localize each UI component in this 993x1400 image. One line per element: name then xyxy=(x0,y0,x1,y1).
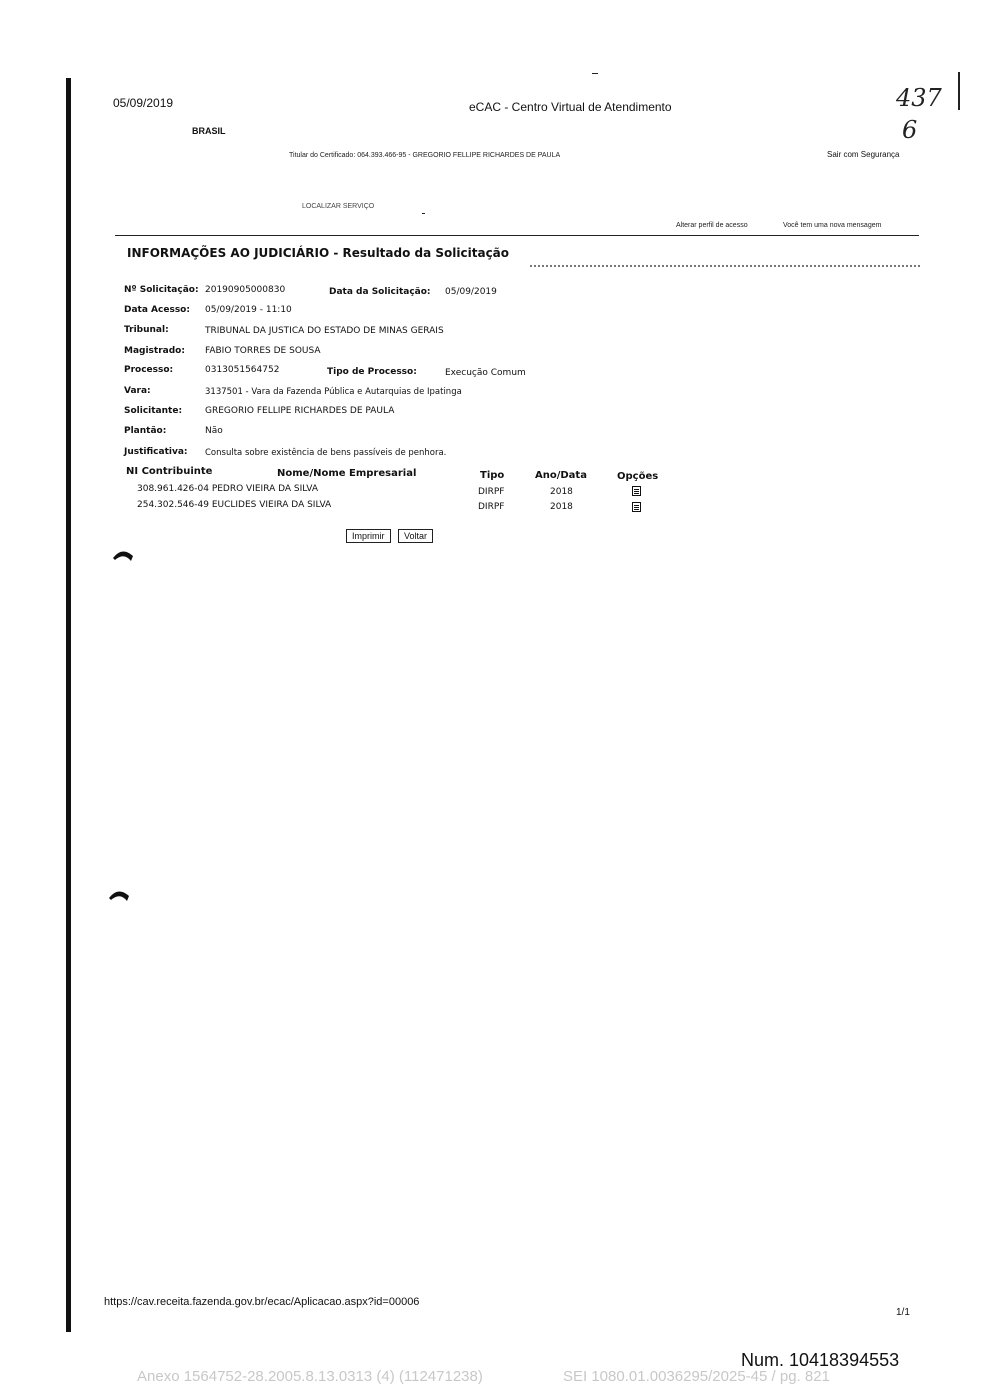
logout-link[interactable]: Sair com Segurança xyxy=(827,150,900,159)
handwritten-sheet-number: 6 xyxy=(902,116,918,144)
header-divider xyxy=(115,235,919,236)
justificativa-label: Justificativa: xyxy=(124,447,188,457)
new-message-link[interactable]: Você tem uma nova mensagem xyxy=(783,222,882,229)
table-row-1-ano: 2018 xyxy=(550,487,573,497)
back-button[interactable]: Voltar xyxy=(398,529,433,543)
processo-label: Processo: xyxy=(124,365,174,375)
section-title: INFORMAÇÕES AO JUDICIÁRIO - Resultado da Solicitação xyxy=(127,246,510,260)
tipo-processo-label: Tipo de Processo: xyxy=(327,367,417,377)
scan-left-border xyxy=(66,78,71,1332)
change-profile-link[interactable]: Alterar perfil de acesso xyxy=(676,222,748,229)
sei-watermark: SEI 1080.01.0036295/2025-45 / pg. 821 xyxy=(563,1368,830,1385)
tipo-processo-value: Execução Comum xyxy=(445,368,526,378)
scan-right-mark xyxy=(958,72,960,110)
data-solicitacao-label: Data da Solicitação: xyxy=(329,287,431,297)
hole-punch-mark xyxy=(108,886,130,902)
tribunal-value: TRIBUNAL DA JUSTICA DO ESTADO DE MINAS GERAIS xyxy=(205,326,444,336)
magistrado-label: Magistrado: xyxy=(124,346,185,356)
annex-watermark: Anexo 1564752-28.2005.8.13.0313 (4) (112471238) xyxy=(137,1368,483,1385)
justificativa-value: Consulta sobre existência de bens passíveis de penhora. xyxy=(205,448,447,458)
search-service-link[interactable]: LOCALIZAR SERVIÇO xyxy=(302,203,375,210)
col-header-opcoes: Opções xyxy=(617,471,659,482)
tribunal-label: Tribunal: xyxy=(124,325,169,335)
processo-value: 0313051564752 xyxy=(205,365,280,375)
vara-label: Vara: xyxy=(124,386,151,396)
plantao-value: Não xyxy=(205,426,223,436)
view-document-icon[interactable] xyxy=(632,486,641,496)
page-counter: 1/1 xyxy=(896,1307,910,1318)
table-row-2-ni-nome: 254.302.546-49 EUCLIDES VIEIRA DA SILVA xyxy=(137,500,332,510)
footer-url: https://cav.receita.fazenda.gov.br/ecac/Aplicacao.aspx?id=00006 xyxy=(104,1296,420,1308)
col-header-nome: Nome/Nome Empresarial xyxy=(277,468,417,479)
print-date: 05/09/2019 xyxy=(113,96,174,110)
magistrado-value: FABIO TORRES DE SOUSA xyxy=(205,346,321,356)
divider-tick xyxy=(422,213,425,214)
vara-value: 3137501 - Vara da Fazenda Pública e Autarquias de Ipatinga xyxy=(205,387,462,397)
print-button[interactable]: Imprimir xyxy=(346,529,391,543)
col-header-tipo: Tipo xyxy=(480,470,505,481)
solicitacao-label: Nº Solicitação: xyxy=(124,285,199,295)
page-title: eCAC - Centro Virtual de Atendimento xyxy=(469,100,672,114)
document-number: Num. 10418394553 xyxy=(741,1350,900,1370)
country-label: BRASIL xyxy=(192,126,226,136)
data-acesso-value: 05/09/2019 - 11:10 xyxy=(205,305,292,315)
table-row-1-ni-nome: 308.961.426-04 PEDRO VIEIRA DA SILVA xyxy=(137,484,319,494)
table-row-2-ano: 2018 xyxy=(550,502,573,512)
title-dotted-rule xyxy=(530,265,920,267)
table-row-2-tipo: DIRPF xyxy=(478,502,505,512)
scan-dash xyxy=(592,73,598,74)
col-header-ni: NI Contribuinte xyxy=(126,466,213,477)
certificate-holder: Titular do Certificado: 064.393.466-95 - GREGORIO FELLIPE RICHARDES DE PAULA xyxy=(289,152,561,159)
view-document-icon[interactable] xyxy=(632,502,641,512)
hole-punch-mark xyxy=(112,546,134,562)
solicitante-label: Solicitante: xyxy=(124,406,183,416)
handwritten-page-number: 437 xyxy=(896,84,942,112)
plantao-label: Plantão: xyxy=(124,426,167,436)
table-row-1-tipo: DIRPF xyxy=(478,487,505,497)
solicitacao-value: 20190905000830 xyxy=(205,285,286,295)
col-header-ano: Ano/Data xyxy=(535,470,587,481)
data-acesso-label: Data Acesso: xyxy=(124,305,190,315)
data-solicitacao-value: 05/09/2019 xyxy=(445,287,497,297)
solicitante-value: GREGORIO FELLIPE RICHARDES DE PAULA xyxy=(205,406,395,416)
